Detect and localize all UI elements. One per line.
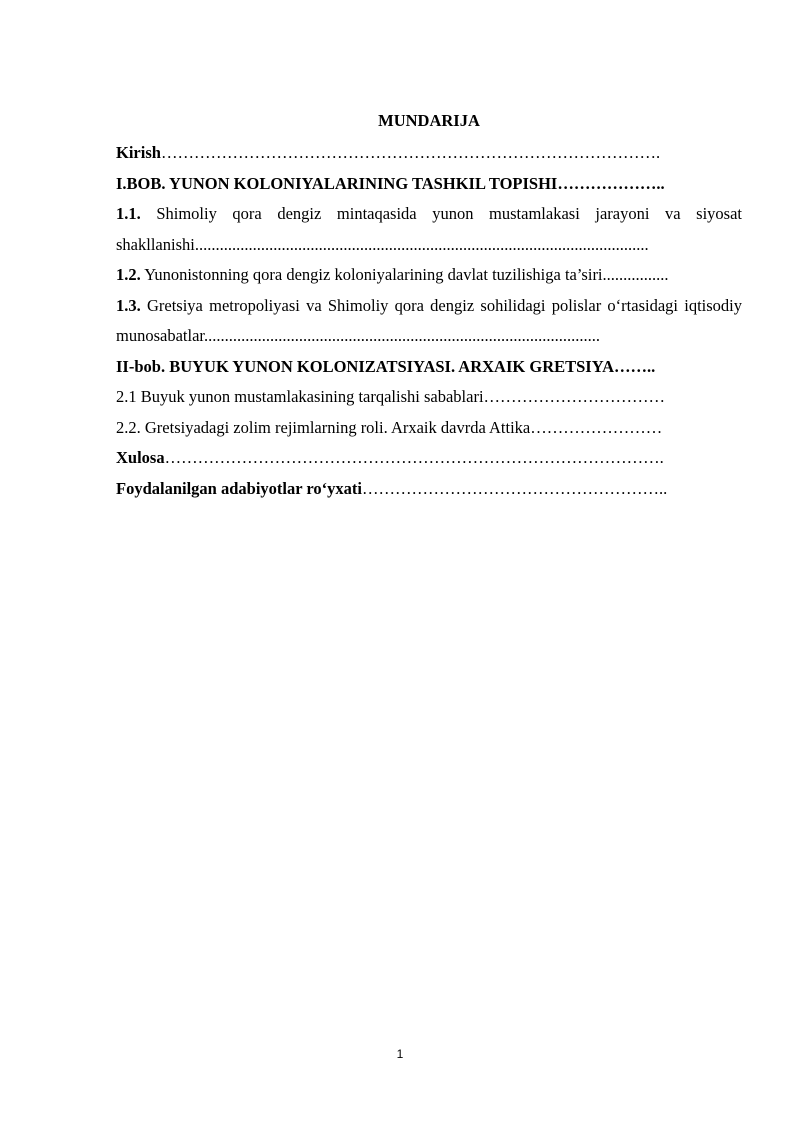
toc-leader-dots: …….. xyxy=(614,356,656,376)
toc-entry-text: Xulosa xyxy=(116,448,165,467)
toc-entry-chapter-2[interactable] xyxy=(116,352,742,383)
toc-entry-text: I.BOB. YUNON KOLONIYALARINING TASHKIL TOPISHI xyxy=(116,173,558,193)
toc-entry-references[interactable] xyxy=(116,474,742,505)
toc-entry-text: 2.1 Buyuk yunon mustamlakasining tarqalishi sabablari xyxy=(116,387,484,406)
toc-entry-text: Gretsiya metropoliyasi va Shimoliy qora dengiz sohilidagi polislar o‘rtasidagi iqtisodiy munosabatlar xyxy=(116,295,742,345)
toc-leader-dots: ………………………………………………………………………………. xyxy=(160,143,661,162)
toc-entry-text: Kirish xyxy=(116,143,161,162)
toc-entry-text: Shimoliy qora dengiz mintaqasida yunon mustamlakasi jarayoni va siyosat shakllanishi xyxy=(116,204,742,254)
toc-entry-1-3[interactable] xyxy=(116,291,742,352)
page-number: 1 xyxy=(396,1047,404,1061)
toc-entry-chapter-1[interactable] xyxy=(116,169,742,200)
toc-entry-text: Foydalanilgan adabiyotlar ro‘yxati xyxy=(116,478,363,498)
toc-entry-kirish[interactable] xyxy=(116,138,742,169)
toc-entry-text: 2.2. Gretsiyadagi zolim rejimlarning roli. Arxaik davrda Attika xyxy=(116,417,531,437)
toc-entry-1-2[interactable] xyxy=(116,260,742,291)
toc-entry-xulosa[interactable] xyxy=(116,443,742,474)
toc-entry-1-1[interactable] xyxy=(116,199,742,260)
toc-leader-dots: ................ xyxy=(602,265,669,284)
toc-entry-number: 1.1. xyxy=(116,204,141,223)
toc-leader-dots: …………………………… xyxy=(483,387,666,406)
toc-entry-number: 1.2. xyxy=(116,265,141,284)
toc-leader-dots: ………………………………………………………………………………. xyxy=(164,448,664,467)
toc-leader-dots: .............................................................................................................. xyxy=(194,234,649,254)
table-of-contents xyxy=(116,108,742,504)
toc-entry-2-2[interactable] xyxy=(116,413,742,444)
toc-leader-dots: ……………………………………………….. xyxy=(362,478,668,498)
toc-leader-dots: ……………….. xyxy=(557,173,665,193)
toc-entry-number: 1.3. xyxy=(116,295,141,315)
toc-leader-dots: ................................................................................................ xyxy=(203,326,600,345)
toc-entry-2-1[interactable] xyxy=(116,382,742,413)
toc-title: MUNDARIJA xyxy=(378,111,480,130)
toc-entry-text: II-bob. BUYUK YUNON KOLONIZATSIYASI. ARXAIK GRETSIYA xyxy=(116,356,615,376)
toc-leader-dots: …………………… xyxy=(530,417,663,437)
toc-entry-text: Yunonistonning qora dengiz koloniyalarining davlat tuzilishiga ta’siri xyxy=(140,265,603,284)
